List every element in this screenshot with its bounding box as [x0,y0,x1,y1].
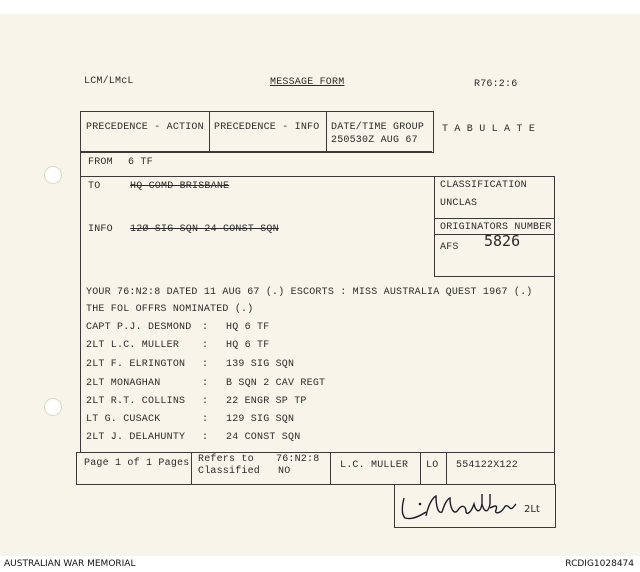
phone-number: 554122X122 [456,460,519,471]
info-value: 12Ø SIG SQN 24 CONST SQN [130,224,279,235]
page-count: Page 1 of 1 Pages [84,458,190,469]
archive-id: RCDIG1028474 [565,559,634,569]
originators-number-label: ORIGINATORS NUMBER [440,222,552,233]
officer-name: LT G. CUSACK [86,414,161,425]
reference-initials: LCM/LMcL [84,76,134,87]
handwritten-signature [396,486,522,526]
lo-label: LO [426,460,439,471]
originators-number: 5826 [484,232,521,250]
classified-value: NO [278,466,291,477]
tabulate-label: T A B U L A T E [442,124,536,135]
officer-separator: : [202,378,209,389]
officer-unit: HQ 6 TF [226,322,270,333]
officer-name: 2LT L.C. MULLER [86,340,180,351]
archive-name: AUSTRALIAN WAR MEMORIAL [4,559,136,569]
from-value: 6 TF [128,157,153,168]
officer-unit: HQ 6 TF [226,340,270,351]
from-label: FROM [88,157,113,168]
officer-name: 2LT R.T. COLLINS [86,396,186,407]
message-line-2: THE FOL OFFRS NOMINATED (.) [86,304,254,315]
message-form-page [0,14,640,556]
originators-prefix: AFS [440,242,459,253]
officer-name: 2LT J. DELAHUNTY [86,432,186,443]
precedence-info-label: PRECEDENCE - INFO [214,122,320,133]
officer-name: CAPT P.J. DESMOND [86,322,192,333]
punch-hole-top [44,166,62,184]
classification-value: UNCLAS [440,198,478,209]
officer-unit: 129 SIG SQN [226,414,295,425]
dtg-value: 250530Z AUG 67 [331,135,418,146]
officer-unit: 24 CONST SQN [226,432,301,443]
form-title: MESSAGE FORM [270,77,345,88]
officer-separator: : [202,396,209,407]
officer-separator: : [202,322,209,333]
originator-name: L.C. MULLER [340,460,409,471]
officer-name: 2LT MONAGHAN [86,378,161,389]
signature-rank: 2Lt [524,504,540,515]
officer-separator: : [202,432,209,443]
officer-separator: : [202,359,209,370]
officer-unit: 22 ENGR SP TP [226,396,307,407]
classification-label: CLASSIFICATION [440,180,527,191]
officer-separator: : [202,340,209,351]
punch-hole-bottom [44,398,62,416]
officer-unit: B SQN 2 CAV REGT [226,378,326,389]
officer-unit: 139 SIG SQN [226,359,295,370]
info-label: INFO [88,224,113,235]
refers-to-label: Refers to [198,454,254,465]
precedence-action-label: PRECEDENCE - ACTION [86,122,204,133]
archive-footer [0,556,640,572]
officer-separator: : [202,414,209,425]
refers-to-value: 76:N2:8 [276,454,320,465]
dtg-label: DATE/TIME GROUP [331,122,425,133]
officer-name: 2LT F. ELRINGTON [86,359,186,370]
file-reference: R76:2:6 [474,79,518,90]
to-label: TO [88,181,101,192]
message-line-1: YOUR 76:N2:8 DATED 11 AUG 67 (.) ESCORTS : MISS AUSTRALIA QUEST 1967 (.) [86,287,533,298]
classified-label: Classified [198,466,261,477]
to-value: HQ COMD BRISBANE [130,181,230,192]
